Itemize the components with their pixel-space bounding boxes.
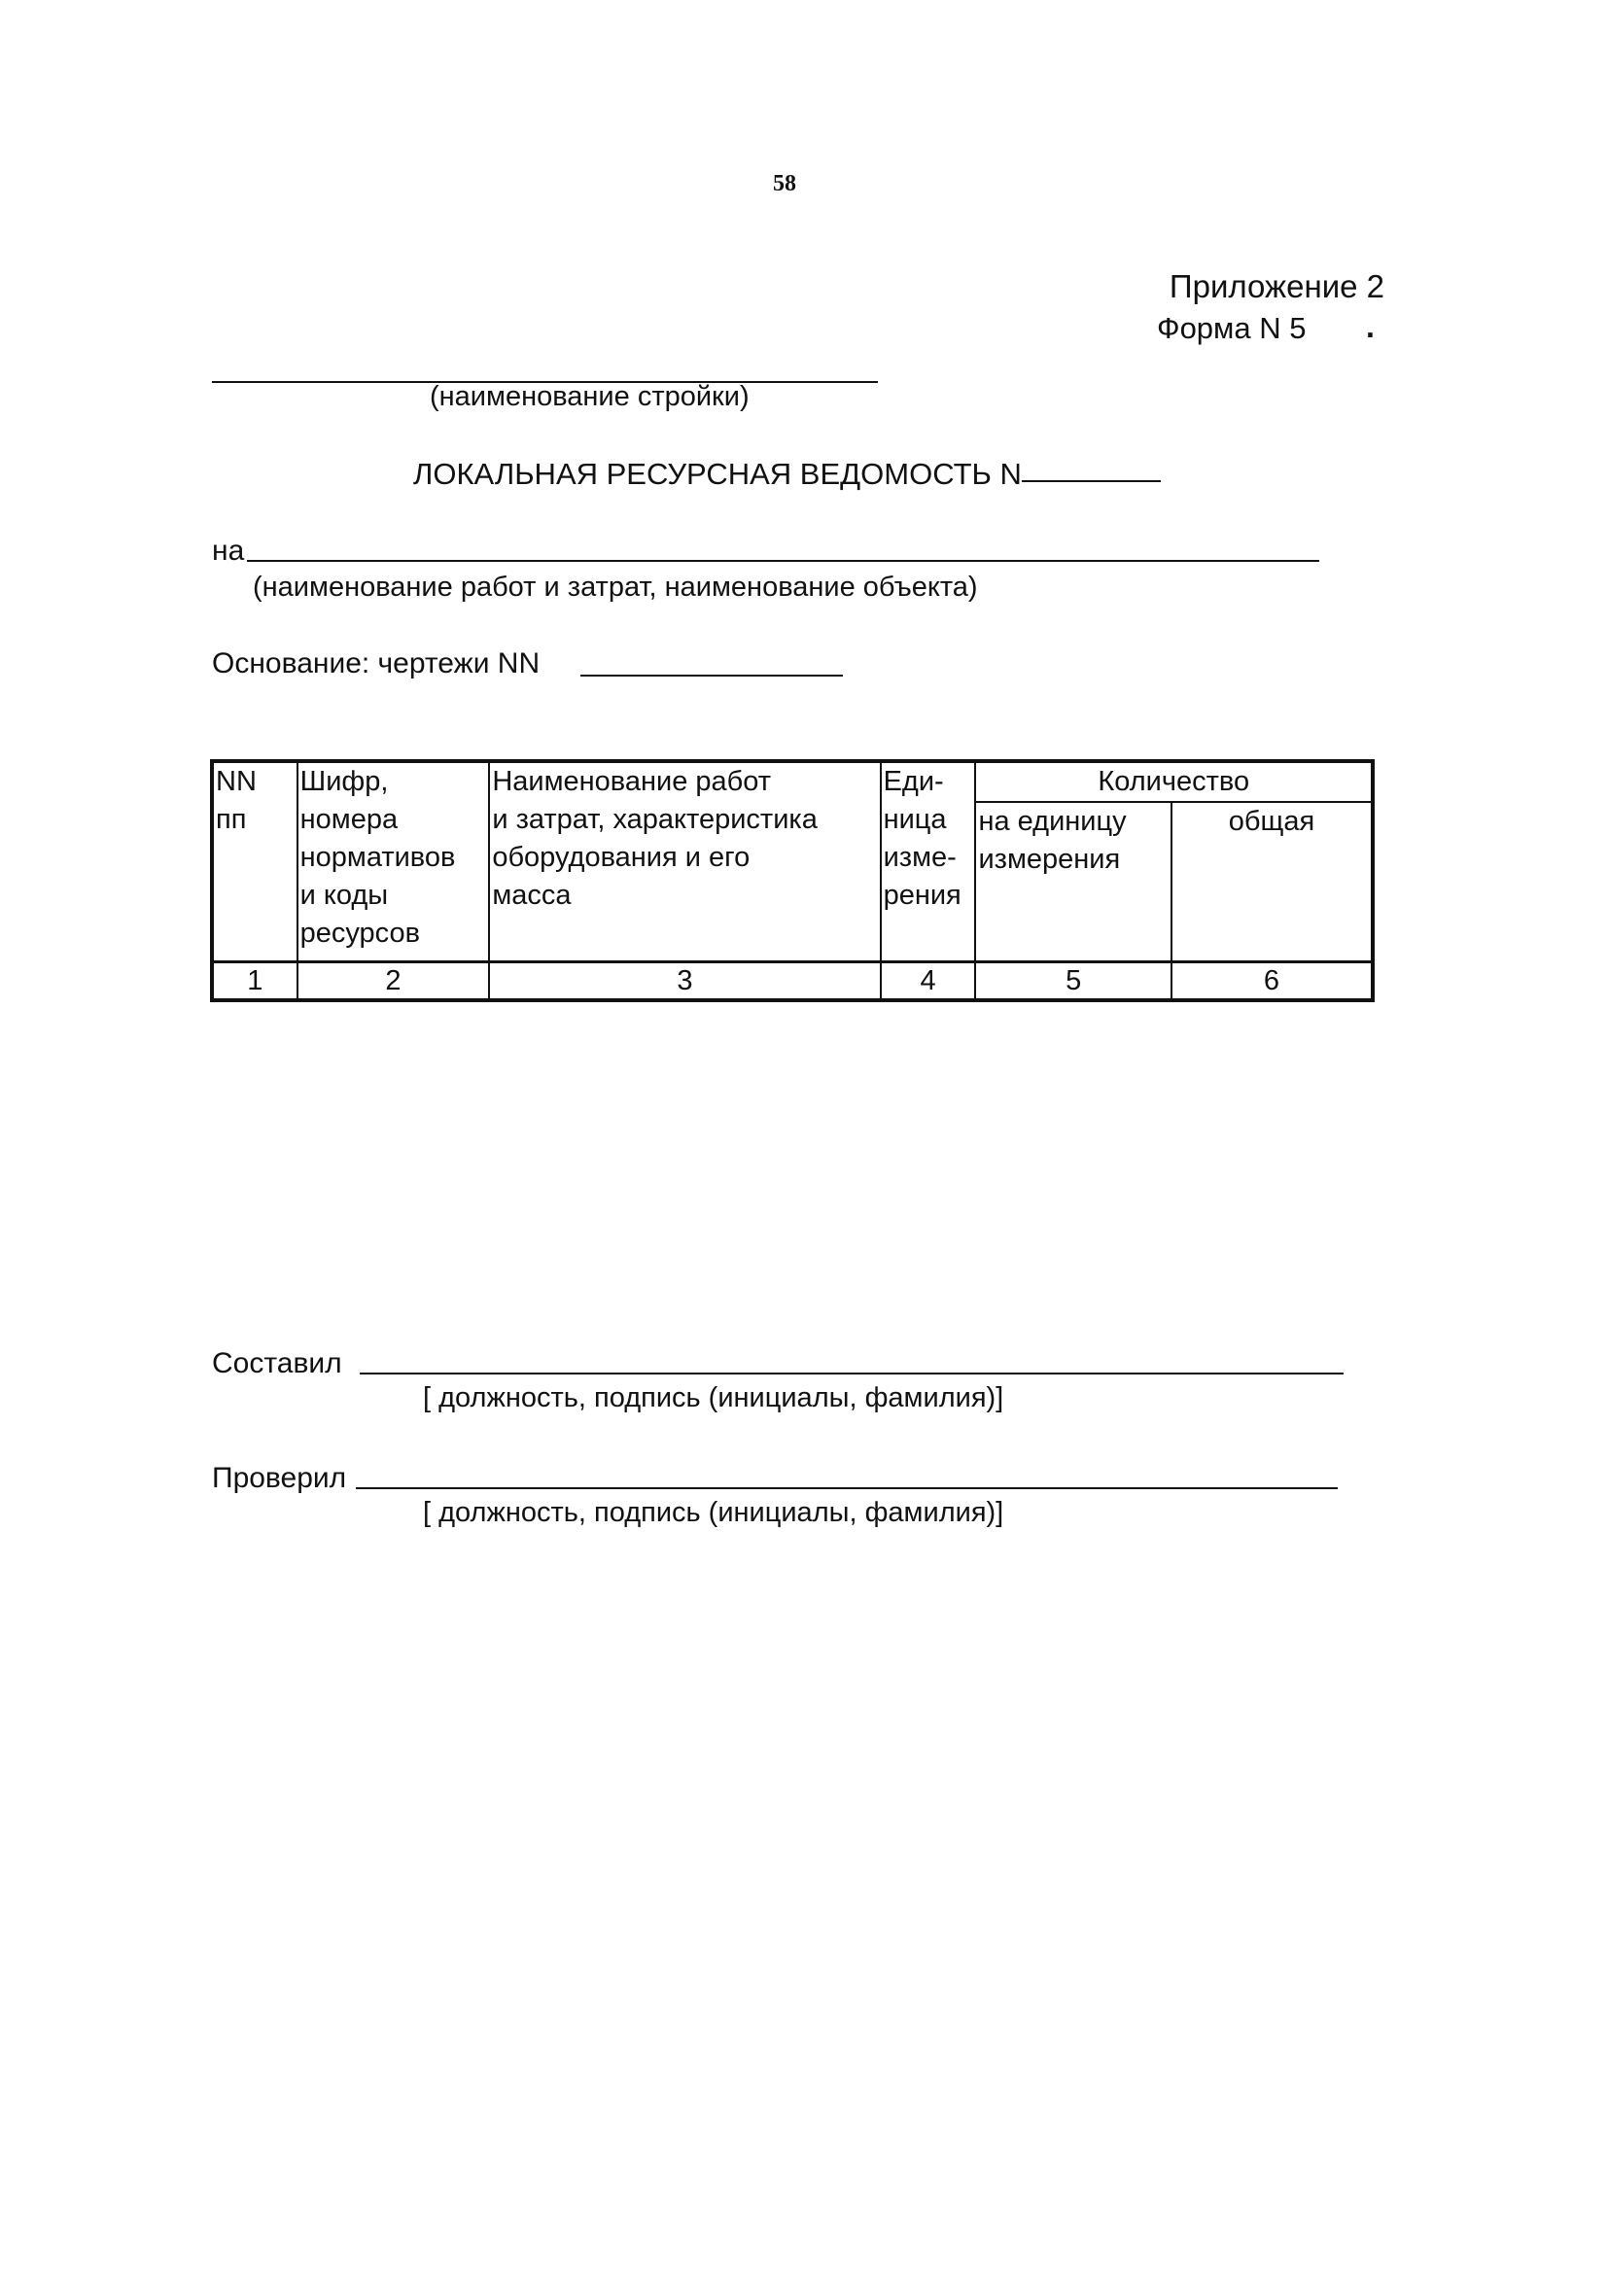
- column-number: 6: [1171, 961, 1373, 1000]
- column-number: 1: [212, 961, 297, 1000]
- header-per-unit: на единицу измерения: [975, 802, 1171, 961]
- form-dot: .: [1366, 309, 1375, 344]
- document-title-text: ЛОКАЛЬНАЯ РЕСУРСНАЯ ВЕДОМОСТЬ N: [413, 457, 1022, 491]
- header-unit: Еди- ница изме- рения: [881, 761, 976, 961]
- on-label: на: [212, 535, 245, 567]
- basis-label: Основание: чертежи NN: [212, 647, 541, 679]
- compiled-by-label: Составил: [212, 1347, 342, 1379]
- table-column-numbers-row: [212, 961, 1373, 1000]
- column-number: 4: [881, 961, 976, 1000]
- appendix-label: Приложение 2: [1169, 268, 1384, 304]
- header-total: общая: [1171, 802, 1373, 961]
- page-number: 58: [773, 171, 796, 196]
- header-work-name: Наименование работ и затрат, характеристика оборудования и его масса: [489, 761, 880, 961]
- header-number: NN пп: [212, 761, 297, 961]
- column-number: 3: [489, 961, 880, 1000]
- compiled-by-caption: [ должность, подпись (инициалы, фамилия)]: [423, 1382, 1004, 1413]
- resource-table: [210, 759, 1375, 1002]
- document-title: [413, 457, 1161, 492]
- checked-by-line: [356, 1487, 1338, 1489]
- checked-by-caption: [ должность, подпись (инициалы, фамилия)]: [423, 1497, 1004, 1528]
- form-number: Форма N 5: [1157, 311, 1307, 345]
- column-number: 5: [975, 961, 1171, 1000]
- construction-caption: (наименование стройки): [430, 381, 750, 412]
- works-caption: (наименование работ и затрат, наименование объекта): [253, 572, 978, 603]
- checked-by-label: Проверил: [212, 1462, 347, 1494]
- compiled-by-line: [360, 1373, 1344, 1374]
- document-number-line: [1022, 480, 1161, 482]
- drawings-number-line: [580, 675, 843, 677]
- works-name-line: [247, 560, 1319, 562]
- header-quantity: Количество: [975, 761, 1373, 802]
- column-number: 2: [297, 961, 490, 1000]
- header-code: Шифр, номера нормативов и коды ресурсов: [297, 761, 490, 961]
- table-header-row: [212, 761, 1373, 802]
